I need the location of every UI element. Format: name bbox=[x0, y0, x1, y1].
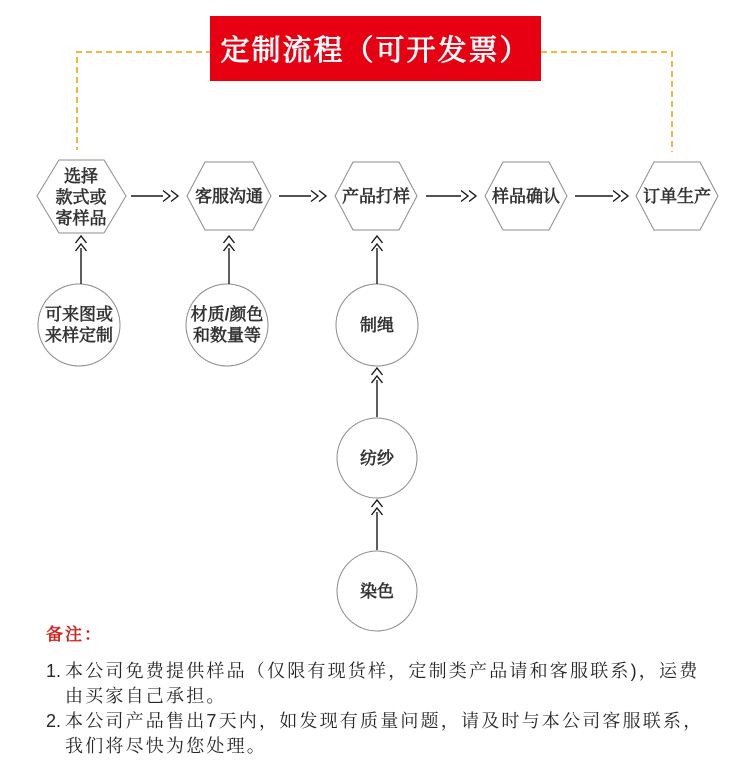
circle-shape bbox=[38, 284, 120, 366]
circle-shape bbox=[186, 284, 268, 366]
hexagon-product-sample bbox=[335, 162, 417, 230]
flow-arrow-up bbox=[76, 236, 87, 284]
circle-spinning bbox=[337, 418, 417, 498]
dashed-connector-right bbox=[541, 52, 672, 152]
flow-arrow-right bbox=[131, 191, 178, 202]
banner-title: 定制流程（可开发票） bbox=[210, 16, 541, 81]
hexagon-label-line: 产品打样 bbox=[342, 187, 410, 206]
note-line: 由买家自己承担。 bbox=[65, 686, 227, 706]
hexagon-sample-confirm bbox=[485, 162, 567, 230]
hexagon-customer-service bbox=[187, 162, 271, 230]
flow-arrow-up bbox=[372, 500, 383, 550]
flow-arrow-right bbox=[426, 191, 476, 202]
circle-label-line: 染色 bbox=[360, 582, 394, 601]
flow-arrow-right bbox=[279, 191, 326, 202]
circle-label-line: 来样定制 bbox=[45, 326, 113, 345]
hexagon-label-line: 款式或 bbox=[55, 188, 107, 207]
note-item bbox=[46, 659, 746, 709]
circle-material-quantity bbox=[186, 284, 268, 366]
note-number: 2. bbox=[46, 711, 62, 731]
circle-custom-design bbox=[38, 284, 120, 366]
circle-label-line: 纺纱 bbox=[360, 449, 394, 468]
circle-label-line: 和数量等 bbox=[193, 326, 261, 345]
note-text bbox=[65, 659, 746, 709]
hexagon-label-line: 寄样品 bbox=[55, 209, 107, 228]
hexagon-order-production bbox=[636, 162, 718, 230]
circle-label-line: 材质/颜色 bbox=[190, 305, 264, 324]
note-text bbox=[65, 709, 746, 759]
hexagon-choose-style bbox=[37, 160, 126, 233]
note-number: 1. bbox=[46, 661, 62, 681]
circle-label-line: 可来图或 bbox=[45, 305, 113, 324]
note-item bbox=[46, 709, 746, 759]
hexagon-label-line: 选择 bbox=[64, 167, 98, 186]
notes-section bbox=[46, 620, 746, 759]
note-line: 本公司免费提供样品（仅限有现货样，定制类产品请和客服联系)，运费 bbox=[65, 661, 700, 681]
flow-arrow-up bbox=[224, 236, 235, 284]
hexagon-label-line: 客服沟通 bbox=[195, 187, 263, 206]
notes-heading: 备注： bbox=[46, 625, 103, 644]
flow-arrow-up bbox=[372, 368, 383, 417]
circle-dyeing bbox=[337, 551, 417, 631]
circle-rope-making bbox=[336, 284, 418, 366]
note-line: 我们将尽快为您处理。 bbox=[65, 736, 267, 756]
circle-label-line: 制绳 bbox=[360, 316, 394, 335]
hexagon-label-line: 样品确认 bbox=[492, 187, 560, 206]
note-line: 本公司产品售出7天内，如发现有质量问题，请及时与本公司客服联系， bbox=[65, 711, 704, 731]
flow-arrow-right bbox=[575, 191, 628, 202]
dashed-connector-left bbox=[77, 52, 212, 150]
flow-arrow-up bbox=[372, 236, 383, 284]
hexagon-label-line: 订单生产 bbox=[643, 187, 711, 206]
